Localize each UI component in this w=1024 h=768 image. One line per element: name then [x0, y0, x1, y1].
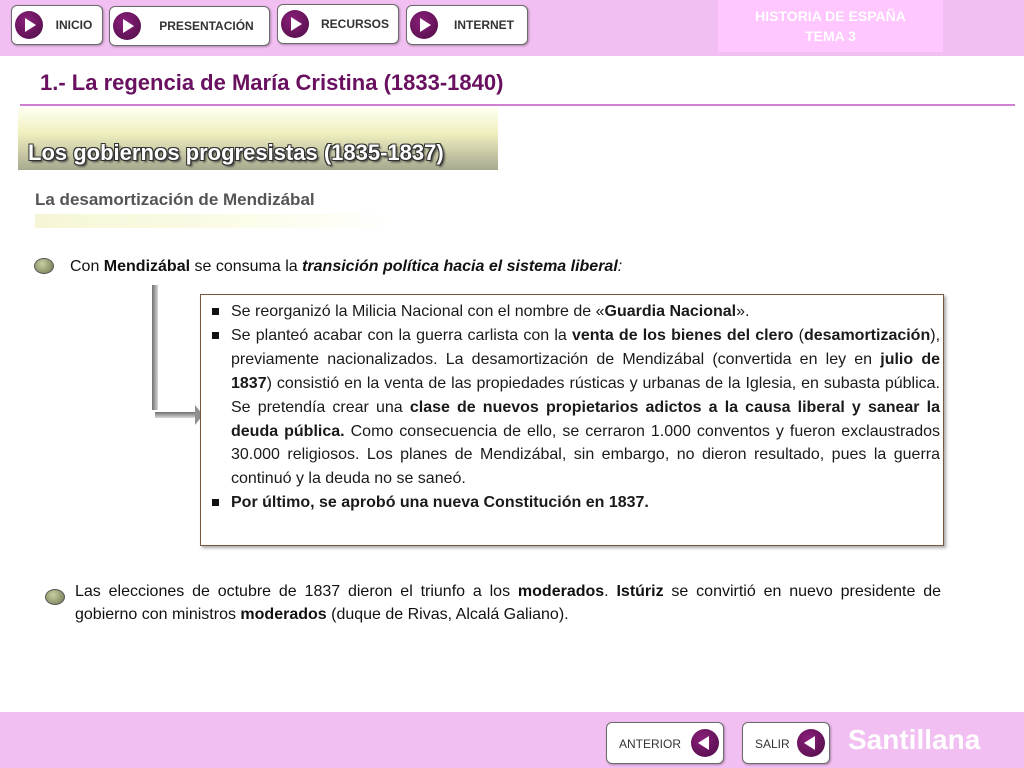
- section-title: Los gobiernos progresistas (1835-1837): [28, 140, 444, 165]
- inicio-label: INICIO: [55, 18, 93, 32]
- internet-button[interactable]: [406, 5, 528, 45]
- salir-label: SALIR: [755, 737, 790, 751]
- bullet-icon: [45, 589, 65, 605]
- course-topic: TEMA 3: [805, 28, 856, 44]
- course-title: HISTORIA DE ESPAÑA: [755, 8, 906, 24]
- page-title: 1.- La regencia de María Cristina (1833-1840): [40, 70, 504, 95]
- recursos-label: RECURSOS: [320, 17, 389, 31]
- presentacion-label: PRESENTACIÓN: [159, 19, 254, 33]
- bullet-icon: [34, 258, 54, 274]
- internet-label: INTERNET: [454, 18, 514, 32]
- list-item: Se planteó acabar con la guerra carlista con la venta de los bienes del clero (desamortización), previamente nacionalizados. La desamortización de Mendizábal (convertida en ley en julio de 1837) consistió en la venta de las propiedades rústicas y urbanas de la Iglesia, en subasta pública. Se pretendía crear una clase de nuevos propietarios adictos a la causa liberal y sanear la deuda pública. Como consecuencia de ello, se cerraron 1.000 conventos y fueron exclaustrados 30.000 religiosos. Los planes de Mendizábal, sin embargo, no dieron resultado, pues la guerra continuó y la deuda no se saneó.: [231, 324, 940, 491]
- presentacion-button[interactable]: [109, 6, 270, 46]
- detail-box: [200, 294, 944, 546]
- play-icon: [15, 11, 43, 39]
- play-icon: [410, 11, 438, 39]
- anterior-label: ANTERIOR: [619, 737, 682, 751]
- play-icon: [113, 12, 141, 40]
- back-arrow-icon: [797, 729, 825, 757]
- elections-paragraph: Las elecciones de octubre de 1837 dieron el triunfo a los moderados. Istúriz se convirtió en nuevo presidente de gobierno con ministros moderados (duque de Rivas, Alcalá Galiano).: [75, 583, 942, 623]
- intro-paragraph: Con Mendizábal se consuma la transición política hacia el sistema liberal:: [70, 258, 623, 275]
- recursos-button[interactable]: [277, 4, 399, 44]
- title-divider: [20, 104, 1015, 106]
- connector-line: [152, 285, 158, 410]
- course-title-box: [718, 0, 943, 52]
- subtitle-underline: [35, 214, 400, 228]
- play-icon: [281, 10, 309, 38]
- publisher-logo: Santillana: [848, 724, 981, 755]
- list-item: Por último, se aprobó una nueva Constitución en 1837.: [231, 491, 940, 515]
- back-arrow-icon: [691, 729, 719, 757]
- subtitle: La desamortización de Mendizábal: [35, 190, 315, 209]
- connector-line: [155, 412, 195, 418]
- list-item: Se reorganizó la Milicia Nacional con el nombre de «Guardia Nacional».: [231, 300, 940, 324]
- anterior-button[interactable]: [606, 722, 724, 764]
- salir-button[interactable]: [742, 722, 830, 764]
- inicio-button[interactable]: [11, 5, 103, 45]
